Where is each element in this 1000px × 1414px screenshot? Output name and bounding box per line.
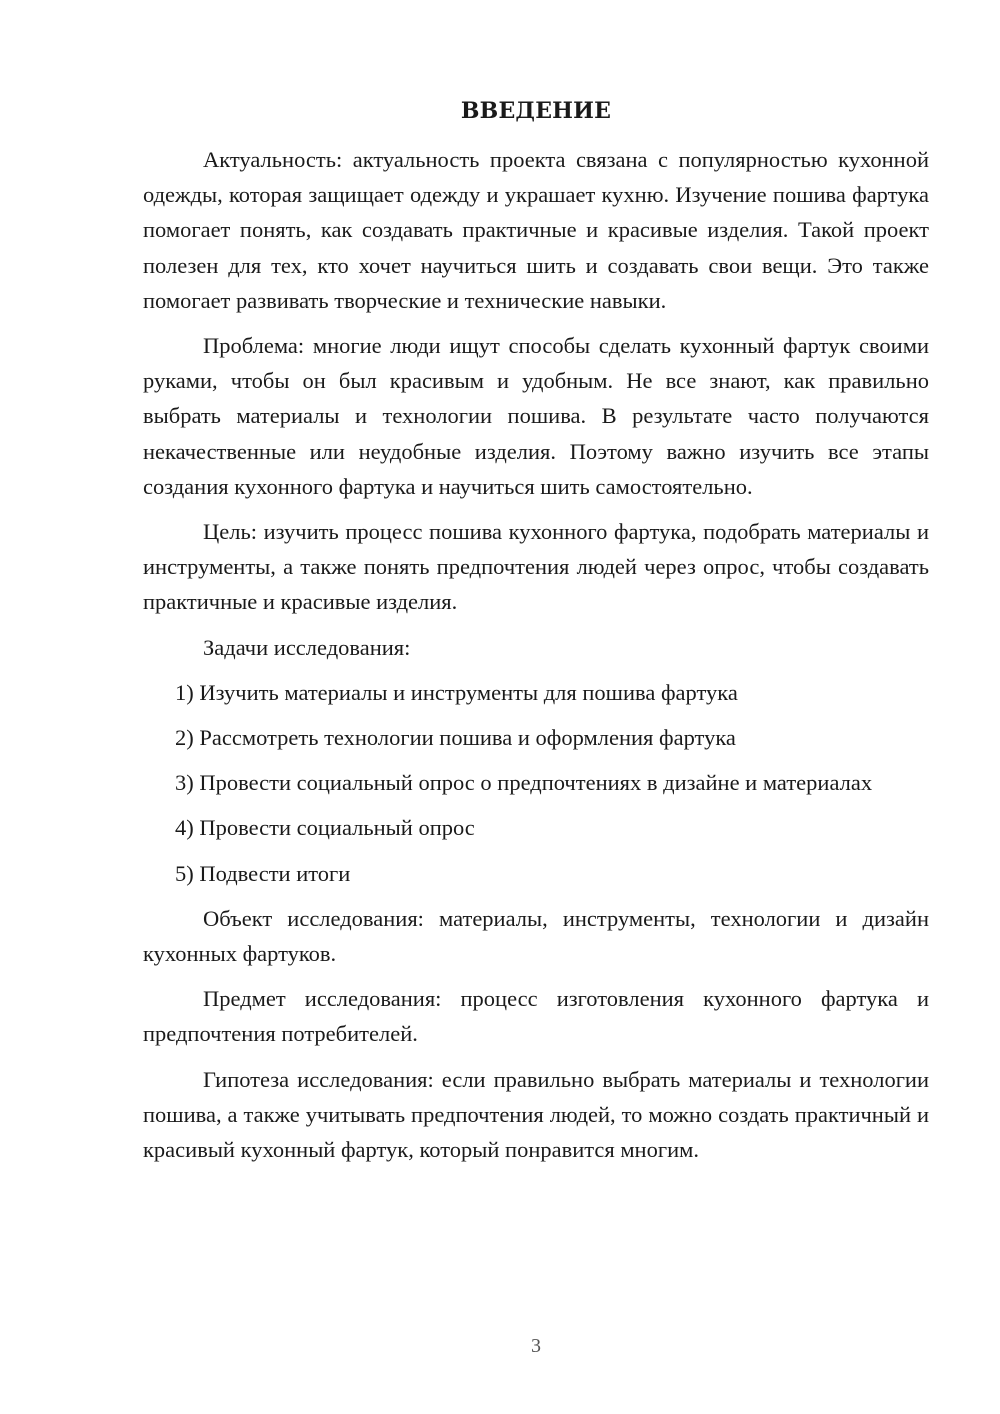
paragraph-goal: Цель: изучить процесс пошива кухонного фартука, подобрать материалы и инструменты, а также понять предпочтения людей через опрос, чтобы создавать практичные и красивые изделия. — [143, 519, 929, 615]
list-item: 5) Подвести итоги — [175, 860, 351, 886]
tasks-heading: Задачи исследования: — [203, 634, 411, 660]
paragraph-object: Объект исследования: материалы, инструменты, технологии и дизайн кухонных фартуков. — [143, 905, 929, 967]
paragraph-hypothesis: Гипотеза исследования: если правильно выбрать материалы и технологии пошива, а также учитывать предпочтения людей, то можно создать практичный и красивый кухонный фартук, который понравится многим. — [143, 1066, 929, 1163]
page-title: ВВЕДЕНИЕ — [460, 98, 612, 124]
list-item: 2) Рассмотреть технологии пошива и оформления фартука — [175, 725, 736, 751]
list-item: 1) Изучить материалы и инструменты для пошива фартука — [175, 679, 738, 705]
paragraph-relevance: Актуальность: актуальность проекта связана с популярностью кухонной одежды, которая защищает одежду и украшает кухню. Изучение пошива фартука помогает понять, как создавать практичные и красивые изделия. Такой проект полезен для тех, кто хочет научиться шить и создавать свои вещи. Это также помогает развивать творческие и технические навыки. — [143, 147, 929, 313]
list-item: 4) Провести социальный опрос — [175, 815, 475, 841]
paragraph-problem: Проблема: многие люди ищут способы сделать кухонный фартук своими руками, чтобы он был красивым и удобным. Не все знают, как правильно выбрать материалы и технологии пошива. В результате часто получаются некачественные или неудобные изделия. Поэтому важно изучить все этапы создания кухонного фартука и научиться шить самостоятельно. — [143, 333, 929, 499]
document-body — [143, 142, 929, 1177]
page-number: 3 — [531, 1335, 541, 1357]
tasks-list — [143, 675, 929, 891]
paragraph-subject: Предмет исследования: процесс изготовления кухонного фартука и предпочтения потребителей. — [143, 986, 929, 1047]
list-item: 3) Провести социальный опрос о предпочтениях в дизайне и материалах — [175, 770, 873, 796]
